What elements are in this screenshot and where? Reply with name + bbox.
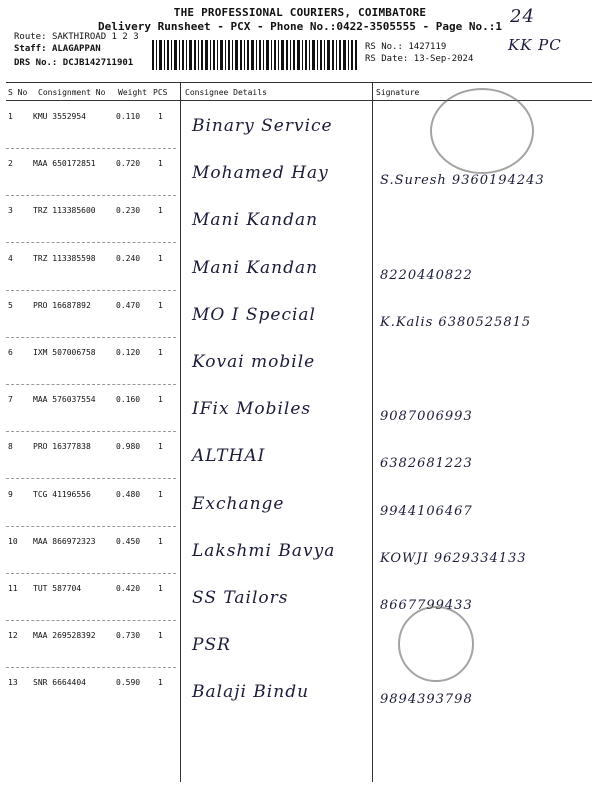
rs-date-value: 13-Sep-2024 <box>413 54 474 64</box>
row-weight: 0.240 <box>116 254 141 263</box>
row-weight: 0.230 <box>116 206 141 215</box>
row-consignment-no: MAA 650172851 <box>33 159 96 168</box>
row-pcs: 1 <box>158 631 163 640</box>
row-signature: 8667799433 <box>380 598 473 613</box>
staff-label: Staff: <box>14 44 47 54</box>
row-signature: K.Kalis 6380525815 <box>380 315 532 330</box>
row-divider <box>6 384 176 385</box>
row-pcs: 1 <box>158 678 163 687</box>
row-divider <box>6 242 176 243</box>
row-consignee-details: Mani Kandan <box>192 210 319 230</box>
rs-no-label: RS No.: <box>365 42 403 52</box>
route-label: Route: <box>14 32 47 42</box>
row-signature: 6382681223 <box>380 456 473 471</box>
row-divider <box>6 573 176 574</box>
row-weight: 0.120 <box>116 348 141 357</box>
row-sno: 12 <box>8 631 18 640</box>
row-pcs: 1 <box>158 159 163 168</box>
row-weight: 0.590 <box>116 678 141 687</box>
row-consignee-details: Lakshmi Bavya <box>192 541 336 561</box>
row-consignment-no: IXM 507006758 <box>33 348 96 357</box>
row-weight: 0.110 <box>116 112 141 121</box>
row-consignment-no: MAA 866972323 <box>33 537 96 546</box>
row-signature: 9894393798 <box>380 692 473 707</box>
row-signature: 8220440822 <box>380 268 473 283</box>
column-header-pcs: PCS <box>153 88 168 97</box>
row-consignee-details: Binary Service <box>192 116 333 136</box>
row-consignment-no: TRZ 113385600 <box>33 206 96 215</box>
row-consignment-no: PRO 16687892 <box>33 301 91 310</box>
row-weight: 0.450 <box>116 537 141 546</box>
row-pcs: 1 <box>158 442 163 451</box>
page-subtitle: Delivery Runsheet - PCX - Phone No.:0422-3505555 - Page No.:1 <box>98 20 502 33</box>
row-pcs: 1 <box>158 112 163 121</box>
rs-date-label: RS Date: <box>365 54 409 64</box>
row-signature: 9087006993 <box>380 409 473 424</box>
row-sno: 13 <box>8 678 18 687</box>
row-consignee-details: MO I Special <box>192 305 316 325</box>
row-sno: 3 <box>8 206 13 215</box>
row-signature: KOWJI 9629334133 <box>380 551 527 566</box>
row-consignee-details: IFix Mobiles <box>192 399 312 419</box>
row-consignment-no: PRO 16377838 <box>33 442 91 451</box>
route-value: SAKTHIROAD 1 2 3 <box>51 32 139 42</box>
rs-no-line <box>365 42 446 52</box>
row-consignment-no: TUT 587704 <box>33 584 82 593</box>
rs-no-value: 1427119 <box>408 42 447 52</box>
row-signature: 9944106467 <box>380 504 473 519</box>
row-weight: 0.470 <box>116 301 141 310</box>
barcode <box>152 40 357 70</box>
row-pcs: 1 <box>158 206 163 215</box>
barcode-graphic <box>152 40 357 70</box>
row-weight: 0.980 <box>116 442 141 451</box>
row-sno: 2 <box>8 159 13 168</box>
column-header-signature: Signature <box>376 88 420 97</box>
row-consignment-no: TCG 41196556 <box>33 490 91 499</box>
row-consignee-details: Kovai mobile <box>192 352 316 372</box>
column-header-consignee: Consignee Details <box>185 88 267 97</box>
route-line <box>14 32 139 42</box>
row-sno: 11 <box>8 584 18 593</box>
row-divider <box>6 148 176 149</box>
row-weight: 0.160 <box>116 395 141 404</box>
row-sno: 4 <box>8 254 13 263</box>
row-divider <box>6 526 176 527</box>
row-pcs: 1 <box>158 301 163 310</box>
drs-label: DRS No.: <box>14 58 58 68</box>
row-consignee-details: ALTHAI <box>192 446 266 466</box>
row-weight: 0.420 <box>116 584 141 593</box>
row-pcs: 1 <box>158 395 163 404</box>
handwritten-count: 24 <box>510 6 535 27</box>
column-divider-signature <box>372 82 373 782</box>
row-sno: 10 <box>8 537 18 546</box>
row-pcs: 1 <box>158 348 163 357</box>
row-signature: S.Suresh 9360194243 <box>380 173 545 188</box>
row-sno: 7 <box>8 395 13 404</box>
row-pcs: 1 <box>158 537 163 546</box>
row-weight: 0.730 <box>116 631 141 640</box>
row-sno: 8 <box>8 442 13 451</box>
staff-line <box>14 44 101 54</box>
row-consignment-no: SNR 6664404 <box>33 678 86 687</box>
row-sno: 9 <box>8 490 13 499</box>
page-title: THE PROFESSIONAL COURIERS, COIMBATORE <box>173 6 427 19</box>
row-divider <box>6 620 176 621</box>
row-consignment-no: MAA 576037554 <box>33 395 96 404</box>
row-sno: 1 <box>8 112 13 121</box>
row-divider <box>6 337 176 338</box>
row-divider <box>6 478 176 479</box>
row-divider <box>6 290 176 291</box>
courier-stamp <box>430 88 534 174</box>
row-consignee-details: Mohamed Hay <box>192 163 329 183</box>
staff-value: ALAGAPPAN <box>51 44 101 54</box>
row-sno: 5 <box>8 301 13 310</box>
row-divider <box>6 195 176 196</box>
delivery-stamp <box>398 606 474 682</box>
row-pcs: 1 <box>158 584 163 593</box>
row-consignee-details: PSR <box>192 635 231 655</box>
row-sno: 6 <box>8 348 13 357</box>
drs-value: DCJB142711901 <box>62 58 134 68</box>
column-header-sno: S No <box>8 88 28 97</box>
row-pcs: 1 <box>158 254 163 263</box>
column-divider-details <box>180 82 181 782</box>
row-consignee-details: SS Tailors <box>192 588 289 608</box>
row-weight: 0.720 <box>116 159 141 168</box>
column-header-consignment: Consignment No <box>38 88 106 97</box>
row-consignment-no: TRZ 113385598 <box>33 254 96 263</box>
handwritten-note: KK PC <box>508 36 562 54</box>
row-divider <box>6 667 176 668</box>
row-consignee-details: Exchange <box>192 494 285 514</box>
row-consignment-no: MAA 269528392 <box>33 631 96 640</box>
row-consignee-details: Balaji Bindu <box>192 682 310 702</box>
row-pcs: 1 <box>158 490 163 499</box>
row-consignee-details: Mani Kandan <box>192 258 319 278</box>
row-weight: 0.480 <box>116 490 141 499</box>
rs-date-line <box>365 54 473 64</box>
table-top-border <box>6 82 592 83</box>
column-header-weight: Weight <box>118 88 147 97</box>
drs-line <box>14 58 133 68</box>
row-divider <box>6 431 176 432</box>
row-consignment-no: KMU 3552954 <box>33 112 86 121</box>
